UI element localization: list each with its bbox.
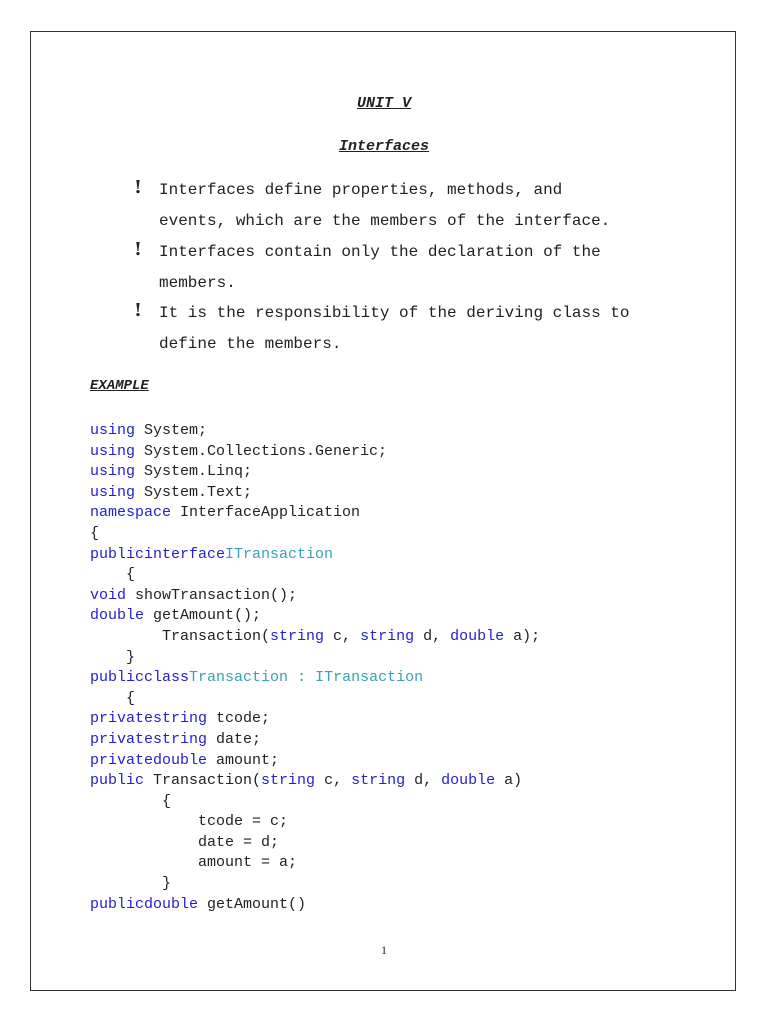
code-line: publicinterfaceITransaction xyxy=(90,545,334,563)
code-line: using System; xyxy=(90,422,208,439)
code-line: date = d; xyxy=(90,833,280,851)
code-line: tcode = c; xyxy=(90,813,289,831)
code-line: { xyxy=(90,689,136,707)
code-line: privatedouble amount; xyxy=(90,751,280,769)
code-line: namespace InterfaceApplication xyxy=(90,504,361,522)
code-line: } xyxy=(90,648,136,666)
code-line: privatestring date; xyxy=(90,730,262,748)
code-line: amount = a; xyxy=(90,854,298,872)
code-line: public Transaction(string c, string d, double a) xyxy=(90,772,523,790)
page-number: 1 xyxy=(381,943,387,957)
unit-title: UNIT V xyxy=(356,95,411,112)
bullet-text-line: Interfaces contain only the declaration of the xyxy=(159,243,601,261)
code-line: privatestring tcode; xyxy=(90,710,271,728)
code-line: void showTransaction(); xyxy=(90,586,298,604)
code-line: using System.Linq; xyxy=(90,463,253,481)
section-title: Interfaces xyxy=(338,138,429,155)
code-line: using System.Collections.Generic; xyxy=(90,442,388,460)
code-line: { xyxy=(90,792,172,810)
bullet-icon: ! xyxy=(134,177,142,198)
code-line: Transaction(string c, string d, double a); xyxy=(90,627,541,645)
bullet-text-line: It is the responsibility of the deriving class to xyxy=(159,304,630,322)
bullet-text-line: define the members. xyxy=(159,335,342,353)
bullet-icon: ! xyxy=(134,300,142,321)
code-line: { xyxy=(90,524,100,542)
code-block xyxy=(90,421,540,915)
code-line: } xyxy=(90,875,172,893)
bullet-text-line: events, which are the members of the interface. xyxy=(159,212,611,230)
bullet-icon: ! xyxy=(134,239,142,260)
code-line: publicclassTransaction : ITransaction xyxy=(90,669,424,687)
bullet-text-line: Interfaces define properties, methods, and xyxy=(159,181,563,199)
code-line: publicdouble getAmount() xyxy=(90,895,307,913)
bullet-text-line: members. xyxy=(159,274,236,292)
code-line: using System.Text; xyxy=(90,483,253,501)
code-line: double getAmount(); xyxy=(90,607,262,625)
example-heading: EXAMPLE xyxy=(90,378,149,394)
code-line: { xyxy=(90,566,136,584)
